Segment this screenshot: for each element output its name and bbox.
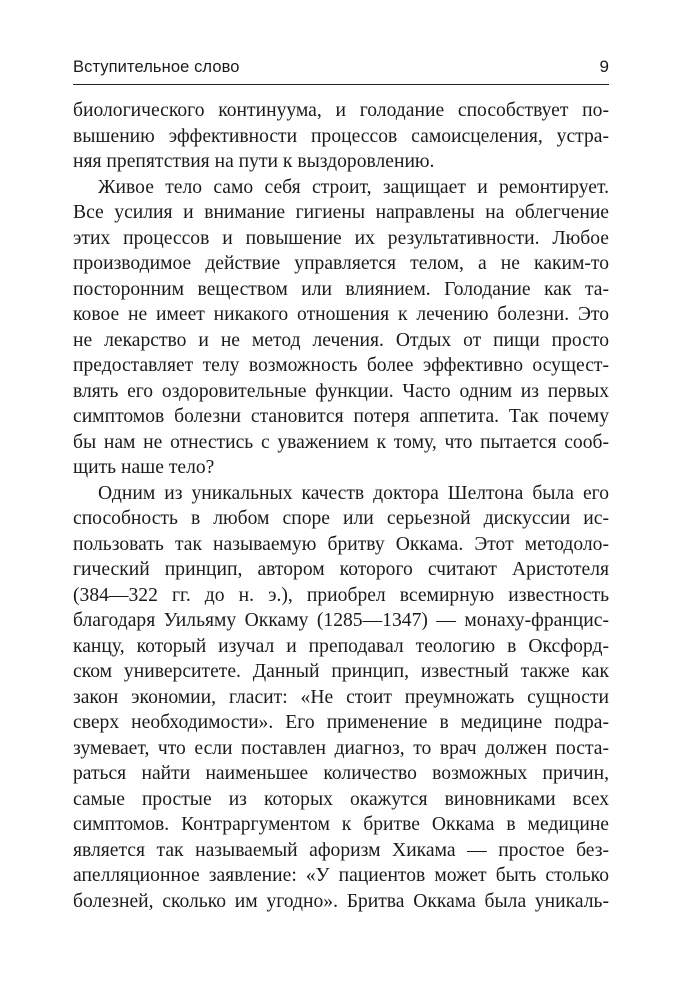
text-line: Одним из уникальных качеств доктора Шелтона была его [98,482,609,504]
text-line: няя препятствия на пути к выздоровлению. [73,151,435,172]
text-line: симптомов. Контраргументом к бритве Оккама в медицине [73,814,609,835]
text-line: зумевает, что если поставлен диагноз, то врач должен поста- [73,737,609,759]
paragraph [73,481,609,915]
text-line: самые простые из которых окажутся виновниками всех [73,788,609,810]
text-line: канцу, который изучал и преподавал теологию в Оксфорд- [73,635,609,657]
running-header [73,56,609,85]
text-line: способность в любом споре или серьезной дискуссии ис- [73,508,609,529]
text-line: благодаря Уильяму Оккаму (1285—1347) — монаху-францис- [73,610,609,631]
paragraph [73,175,609,481]
text-line: посторонним веществом или влиянием. Голодание как та- [73,278,609,300]
text-line: апелляционное заявление: «У пациентов может быть столько [73,865,609,886]
text-line: щить наше тело? [73,457,215,478]
text-line: является так называемый афоризм Хикама — простое без- [73,839,609,861]
text-line: Живое тело само себя строит, защищает и ремонтирует. [98,176,609,198]
paragraph [73,98,609,175]
body-text [73,98,609,914]
text-line: влять его оздоровительные функции. Часто одним из первых [73,380,609,402]
text-line: болезней, сколько им угодно». Бритва Оккама была уникаль- [73,890,609,912]
text-line: биологического континуума, и голодание способствует по- [73,100,609,121]
text-line: раться найти наименьшее количество возможных причин, [73,763,609,784]
text-line: пользовать так называемую бритву Оккама. Этот методоло- [73,533,609,555]
chapter-title: Вступительное слово [73,58,240,76]
text-line: симптомов болезни становится потеря аппетита. Так почему [73,406,609,427]
text-line: (384—322 гг. до н. э.), приобрел всемирную известность [73,584,609,606]
text-line: ском университете. Данный принцип, известный также как [73,661,609,682]
text-line: закон экономии, гласит: «Не стоит преумножать сущности [73,686,609,708]
text-line: гический принцип, автором которого считают Аристотеля [73,559,609,580]
text-line: ковое не имеет никакого отношения к лечению болезни. Это [73,304,609,325]
text-line: бы нам не отнестись с уважением к тому, что пытается сооб- [73,431,609,453]
page-number: 9 [599,57,609,76]
text-line: не лекарство и не метод лечения. Отдых от пищи просто [73,329,609,351]
text-line: Все усилия и внимание гигиены направлены на облегчение [73,202,609,223]
text-line: сверх необходимости». Его применение в медицине подра- [73,712,609,733]
text-line: производимое действие управляется телом, а не каким-то [73,253,609,274]
text-line: предоставляет телу возможность более эффективно осущест- [73,355,609,376]
text-line: этих процессов и повышение их результативности. Любое [73,227,609,249]
text-line: вышению эффективности процессов самоисцеления, устра- [73,125,609,147]
